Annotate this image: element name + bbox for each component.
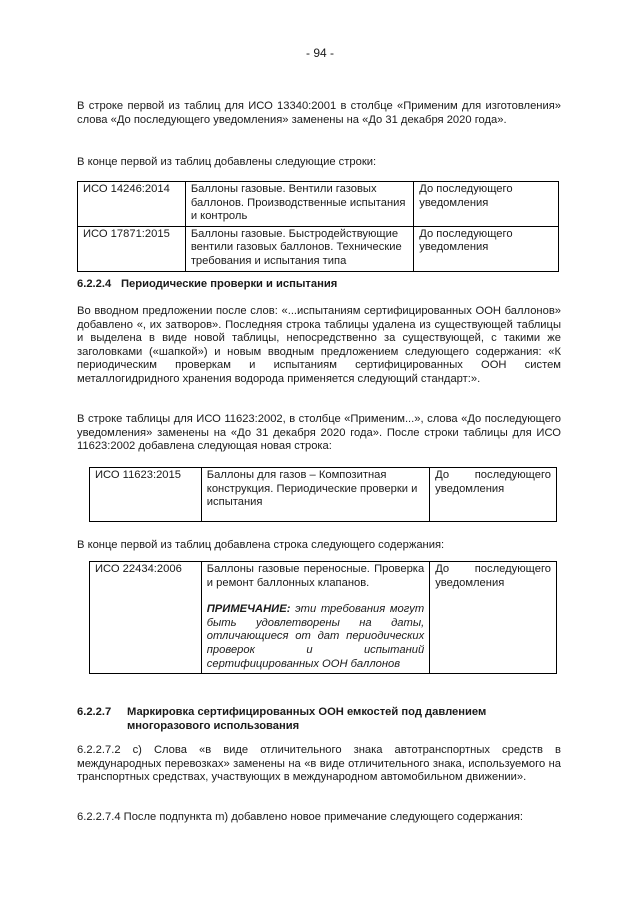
- standard-status: До последующего уведомления: [414, 182, 559, 227]
- standard-status: До последующего уведомления: [430, 562, 557, 674]
- standard-status: До последующего уведомления: [430, 468, 557, 522]
- note-label: ПРИМЕЧАНИЕ:: [206, 603, 291, 616]
- paragraph-periodic-checks: Во вводном предложении после слов: «...испытаниям сертифицированных ООН баллонов» добавлено «, их затворов». Последняя строка таблицы удалена из существующей таблицы и выделена в виде новой таблицы, непосредственно за существующей, с такими же заголовками («шапкой») и новым вводным предложением следующего содержания: «К периодическим проверкам и испытаниям сертифицированных ООН систем металлогидридного хранения водорода применяется следующий стандарт:».: [77, 305, 561, 385]
- paragraph-iso-13340: В строке первой из таблиц для ИСО 13340:2001 в столбце «Применим для изготовления» слова «До последующего уведомления» заменены на «До 31 декабря 2020 года».: [77, 100, 561, 126]
- section-number: 6.2.2.4: [77, 278, 112, 290]
- table-row: [78, 182, 559, 227]
- note-text: эти требования могут быть удовлетворены на даты, отличающиеся от дат периодических проверок и испытаний сертифицированных ООН баллонов: [206, 603, 425, 670]
- table-row: [78, 226, 559, 271]
- section-title: Периодические проверки и испытания: [121, 278, 338, 290]
- table-row: [90, 562, 557, 674]
- section-heading-6227: [77, 706, 561, 733]
- paragraph-added-row-intro: В конце первой из таблиц добавлена строка следующего содержания:: [77, 539, 445, 551]
- standard-code: ИСО 17871:2015: [78, 226, 186, 271]
- section-title-line-2: многоразового использования: [127, 719, 300, 732]
- paragraph-added-rows-intro: В конце первой из таблиц добавлены следующие строки:: [77, 156, 377, 168]
- section-title-line-1: Маркировка сертифицированных ООН емкостей под давлением: [127, 706, 487, 718]
- standard-title: Баллоны газовые. Быстродействующие вентили газовых баллонов. Технические требования и испытания типа: [185, 226, 413, 271]
- standard-code: ИСО 14246:2014: [78, 182, 186, 227]
- paragraph-marking-6227-4: 6.2.2.7.4 После подпункта m) добавлено новое примечание следующего содержания:: [77, 811, 524, 823]
- standard-code: ИСО 11623:2015: [90, 468, 202, 522]
- section-heading-6224: [77, 278, 561, 292]
- standard-title: Баллоны для газов – Композитная конструкция. Периодические проверки и испытания: [201, 468, 429, 522]
- standard-title: Баллоны газовые. Вентили газовых баллонов. Производственные испытания и контроль: [185, 182, 413, 227]
- page-number: - 94 -: [305, 46, 334, 60]
- standard-status: До последующего уведомления: [414, 226, 559, 271]
- section-number: 6.2.2.7: [77, 706, 112, 718]
- standards-table-3: [89, 561, 557, 674]
- paragraph-iso-11623: В строке таблицы для ИСО 11623:2002, в столбце «Применим...», слова «До последующего уведомления» заменены на «До 31 декабря 2020 года». После строки таблицы для ИСО 11623:2002 добавлена следующая новая строка:: [77, 413, 561, 453]
- table-row: [90, 468, 557, 522]
- standards-table-1: [77, 181, 559, 272]
- standard-note: [207, 603, 424, 671]
- paragraph-marking-6227-2: 6.2.2.7.2 c) Слова «в виде отличительного знака автотранспортных средств в международных перевозках» заменены на «в виде отличительного знака, используемого на транспортных средствах, участвующих в международном автомобильном движении».: [77, 744, 561, 784]
- standard-code: ИСО 22434:2006: [90, 562, 202, 674]
- standards-table-2: [89, 467, 557, 522]
- standard-title-cell: [201, 562, 429, 674]
- standard-title: Баллоны газовые переносные. Проверка и ремонт баллонных клапанов.: [206, 563, 425, 589]
